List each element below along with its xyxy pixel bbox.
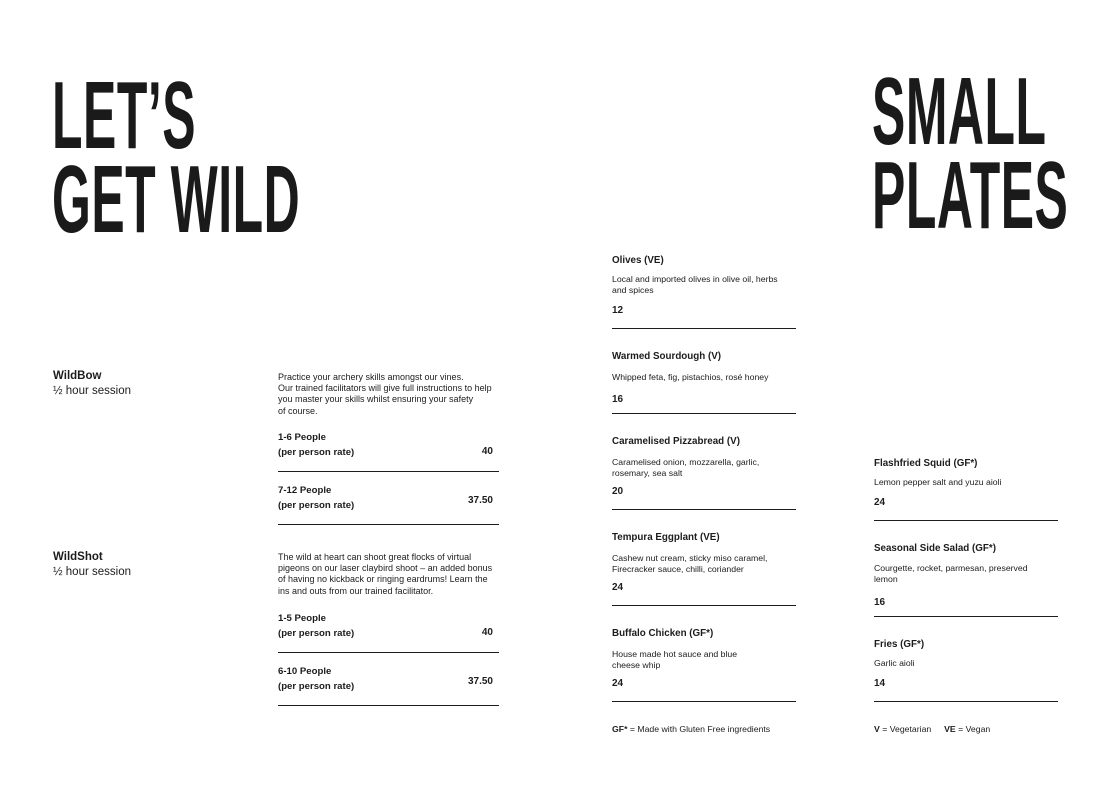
activity-subtitle: ½ hour session xyxy=(53,385,131,397)
item-price: 12 xyxy=(612,305,624,316)
item-description xyxy=(874,563,1054,585)
description-line: ins and outs from our trained facilitator. xyxy=(278,585,434,596)
item-description xyxy=(612,457,792,479)
heading-line: GET WILD xyxy=(52,146,301,253)
menu-item-warmed-sourdough xyxy=(612,351,796,414)
menu-item-fries xyxy=(874,639,1058,702)
price-value: 37.50 xyxy=(467,495,493,506)
item-name: Fries (GF*) xyxy=(874,639,925,650)
footnote-text: = Made with Gluten Free ingredients xyxy=(629,724,771,734)
item-description xyxy=(612,553,792,575)
diet-legend-footnote xyxy=(874,724,990,734)
item-name: Caramelised Pizzabread (V) xyxy=(612,436,740,447)
menu-item-olives xyxy=(612,255,796,329)
description-line: Courgette, rocket, parmesan, preserved xyxy=(874,563,1028,573)
item-description xyxy=(612,649,792,671)
description-line: pigeons on our laser claybird shoot – an added bonus xyxy=(278,563,493,574)
price-row xyxy=(278,484,499,525)
item-description xyxy=(874,658,1054,669)
description-line: of course. xyxy=(278,405,318,416)
heading-line: LET’S xyxy=(52,62,197,169)
item-name: Seasonal Side Salad (GF*) xyxy=(874,543,996,554)
description-line: Practice your archery skills amongst our vines. xyxy=(278,372,464,382)
item-name: Buffalo Chicken (GF*) xyxy=(612,628,714,639)
description-line: Local and imported olives in olive oil, herbs xyxy=(612,274,778,284)
footnote-text: = Vegetarian xyxy=(882,724,932,734)
price-value: 40 xyxy=(481,627,493,638)
price-label xyxy=(278,665,354,694)
item-price: 16 xyxy=(612,394,624,405)
activity-description xyxy=(278,552,503,597)
group-size: 6-10 People xyxy=(278,666,332,677)
rate-note: (per person rate) xyxy=(278,446,355,458)
price-row xyxy=(278,612,499,653)
rate-note: (per person rate) xyxy=(278,680,355,692)
price-label xyxy=(278,612,354,641)
item-name: Tempura Eggplant (VE) xyxy=(612,532,720,543)
price-row xyxy=(278,431,499,472)
price-label xyxy=(278,484,354,513)
description-line: you master your skills whilst ensuring your safety xyxy=(278,394,474,405)
item-price: 16 xyxy=(874,597,886,608)
item-name: Warmed Sourdough (V) xyxy=(612,351,722,362)
price-value: 40 xyxy=(481,446,493,457)
description-line: Whipped feta, fig, pistachios, rosé honey xyxy=(612,372,769,382)
item-name: Olives (VE) xyxy=(612,255,664,266)
description-line: The wild at heart can shoot great flocks of virtual xyxy=(278,552,472,562)
price-label xyxy=(278,431,354,460)
item-name: Flashfried Squid (GF*) xyxy=(874,458,978,469)
menu-item-buffalo-chicken xyxy=(612,628,796,702)
description-line: House made hot sauce and blue xyxy=(612,649,738,659)
description-line: Firecracker sauce, chilli, coriander xyxy=(612,564,744,574)
activity-description xyxy=(278,372,503,417)
item-price: 24 xyxy=(612,582,624,593)
price-value: 37.50 xyxy=(467,676,493,687)
menu-item-seasonal-side-salad xyxy=(874,543,1058,617)
description-line: Our trained facilitators will give full instructions to help xyxy=(278,383,492,394)
heading-line: PLATES xyxy=(872,142,1069,249)
heading-line: SMALL xyxy=(872,58,1047,165)
group-size: 1-5 People xyxy=(278,613,326,624)
gluten-free-footnote xyxy=(612,724,770,734)
description-line: and spices xyxy=(612,285,654,295)
group-size: 1-6 People xyxy=(278,432,326,443)
item-price: 14 xyxy=(874,678,886,689)
description-line: Cashew nut cream, sticky miso caramel, xyxy=(612,553,768,563)
footnote-key: VE xyxy=(944,724,956,734)
rate-note: (per person rate) xyxy=(278,499,355,511)
footnote-text: = Vegan xyxy=(958,724,991,734)
item-price: 24 xyxy=(612,678,624,689)
description-line: Lemon pepper salt and yuzu aioli xyxy=(874,477,1002,487)
menu-item-tempura-eggplant xyxy=(612,532,796,606)
description-line: rosemary, sea salt xyxy=(612,468,683,478)
item-price: 20 xyxy=(612,486,624,497)
description-line: of having no kickback or ringing eardrums! Learn the xyxy=(278,574,488,585)
item-price: 24 xyxy=(874,497,886,508)
description-line: lemon xyxy=(874,574,898,584)
activity-subtitle: ½ hour session xyxy=(53,566,131,578)
item-description xyxy=(612,372,792,383)
footnote-key: V xyxy=(874,724,880,734)
rate-note: (per person rate) xyxy=(278,627,355,639)
description-line: cheese whip xyxy=(612,660,661,670)
lets-get-wild-heading xyxy=(52,62,301,253)
item-description xyxy=(612,274,792,296)
item-description xyxy=(874,477,1054,488)
footnote-key: GF* xyxy=(612,724,628,734)
activity-title: WildBow xyxy=(53,370,102,382)
price-row xyxy=(278,665,499,706)
small-plates-heading xyxy=(872,58,1069,249)
menu-item-caramelised-pizzabread xyxy=(612,436,796,510)
description-line: Garlic aioli xyxy=(874,658,915,668)
menu-item-flashfried-squid xyxy=(874,458,1058,521)
description-line: Caramelised onion, mozzarella, garlic, xyxy=(612,457,760,467)
activity-title: WildShot xyxy=(53,551,103,563)
group-size: 7-12 People xyxy=(278,485,332,496)
